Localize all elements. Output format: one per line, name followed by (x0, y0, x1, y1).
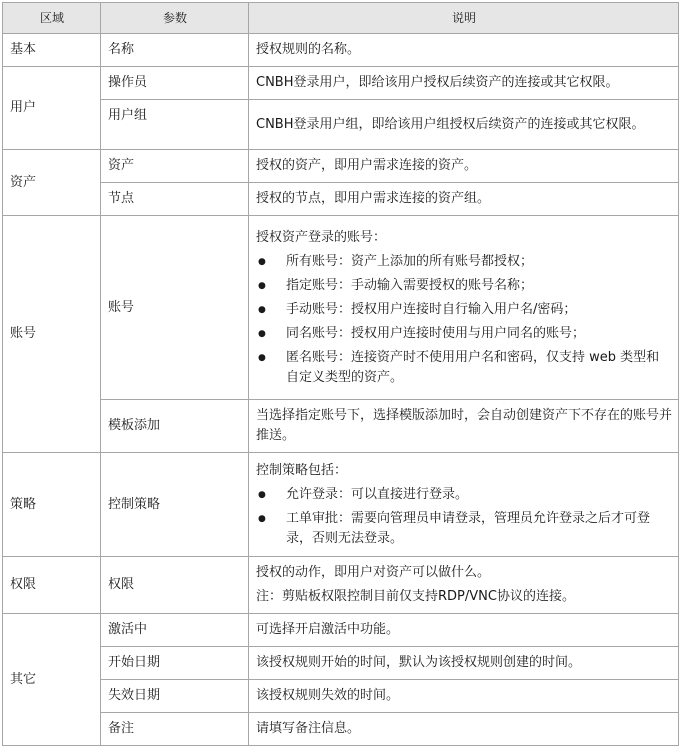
param-asset: 资产 (101, 150, 249, 183)
desc-name: 授权规则的名称。 (249, 34, 679, 67)
param-expire-date: 失效日期 (101, 680, 249, 713)
param-node: 节点 (101, 183, 249, 216)
param-remark: 备注 (101, 713, 249, 746)
desc-permission (249, 557, 679, 614)
desc-node: 授权的节点，即用户需求连接的资产组。 (249, 183, 679, 216)
account-intro: 授权资产登录的账号： (256, 229, 387, 245)
list-item: ● 允许登录：可以直接进行登录。 (256, 485, 672, 505)
param-permission: 权限 (101, 557, 249, 614)
zone-other: 其它 (3, 614, 101, 746)
param-template: 模板添加 (101, 400, 249, 453)
table-row (3, 680, 679, 713)
desc-remark: 请填写备注信息。 (249, 713, 679, 746)
param-name: 名称 (101, 34, 249, 67)
header-zone: 区域 (3, 3, 101, 34)
zone-asset: 资产 (3, 150, 101, 216)
header-param: 参数 (101, 3, 249, 34)
param-user-group: 用户组 (101, 100, 249, 150)
desc-control-policy (249, 453, 679, 557)
param-account: 账号 (101, 216, 249, 400)
list-item: ● 所有账号：资产上添加的所有账号都授权； (256, 252, 672, 272)
desc-start-date: 该授权规则开始的时间，默认为该授权规则创建的时间。 (249, 647, 679, 680)
table-row (3, 67, 679, 100)
table-row (3, 557, 679, 614)
table-row (3, 713, 679, 746)
table-row (3, 183, 679, 216)
param-control-policy: 控制策略 (101, 453, 249, 557)
list-item: ● 指定账号：手动输入需要授权的账号名称； (256, 276, 672, 296)
list-item: ● 匿名账号：连接资产时不使用用户名和密码，仅支持 web 类型和自定义类型的资产。 (256, 348, 672, 388)
desc-expire-date: 该授权规则失效的时间。 (249, 680, 679, 713)
table-row (3, 100, 679, 150)
desc-activate: 可选择开启激活中功能。 (249, 614, 679, 647)
account-type-list (256, 252, 672, 388)
table-row (3, 614, 679, 647)
zone-basic: 基本 (3, 34, 101, 67)
desc-asset: 授权的资产，即用户需求连接的资产。 (249, 150, 679, 183)
zone-account: 账号 (3, 216, 101, 453)
permission-desc: 授权的动作，即用户对资产可以做什么。 (256, 565, 491, 580)
header-desc: 说明 (249, 3, 679, 34)
table-row (3, 400, 679, 453)
desc-user-group: CNBH登录用户组，即给该用户组授权后续资产的连接或其它权限。 (249, 100, 679, 150)
authorization-rule-table (2, 2, 679, 746)
desc-account (249, 216, 679, 400)
policy-intro: 控制策略包括： (256, 462, 348, 478)
permission-note: 注：剪贴板权限控制目前仅支持RDP/VNC协议的连接。 (256, 589, 575, 604)
table-row (3, 34, 679, 67)
table-row (3, 150, 679, 183)
table-row (3, 647, 679, 680)
zone-permission: 权限 (3, 557, 101, 614)
header-row (3, 3, 679, 34)
desc-template: 当选择指定账号下，选择模版添加时，会自动创建资产下不存在的账号并推送。 (249, 400, 679, 453)
param-activate: 激活中 (101, 614, 249, 647)
policy-list (256, 485, 672, 549)
param-operator: 操作员 (101, 67, 249, 100)
list-item: ● 同名账号：授权用户连接时使用与用户同名的账号； (256, 324, 672, 344)
param-start-date: 开始日期 (101, 647, 249, 680)
table-row (3, 216, 679, 400)
zone-user: 用户 (3, 67, 101, 150)
list-item: ● 工单审批：需要向管理员申请登录，管理员允许登录之后才可登录，否则无法登录。 (256, 509, 672, 549)
table-row (3, 453, 679, 557)
list-item: ● 手动账号：授权用户连接时自行输入用户名/密码； (256, 300, 672, 320)
zone-policy: 策略 (3, 453, 101, 557)
desc-operator: CNBH登录用户，即给该用户授权后续资产的连接或其它权限。 (249, 67, 679, 100)
